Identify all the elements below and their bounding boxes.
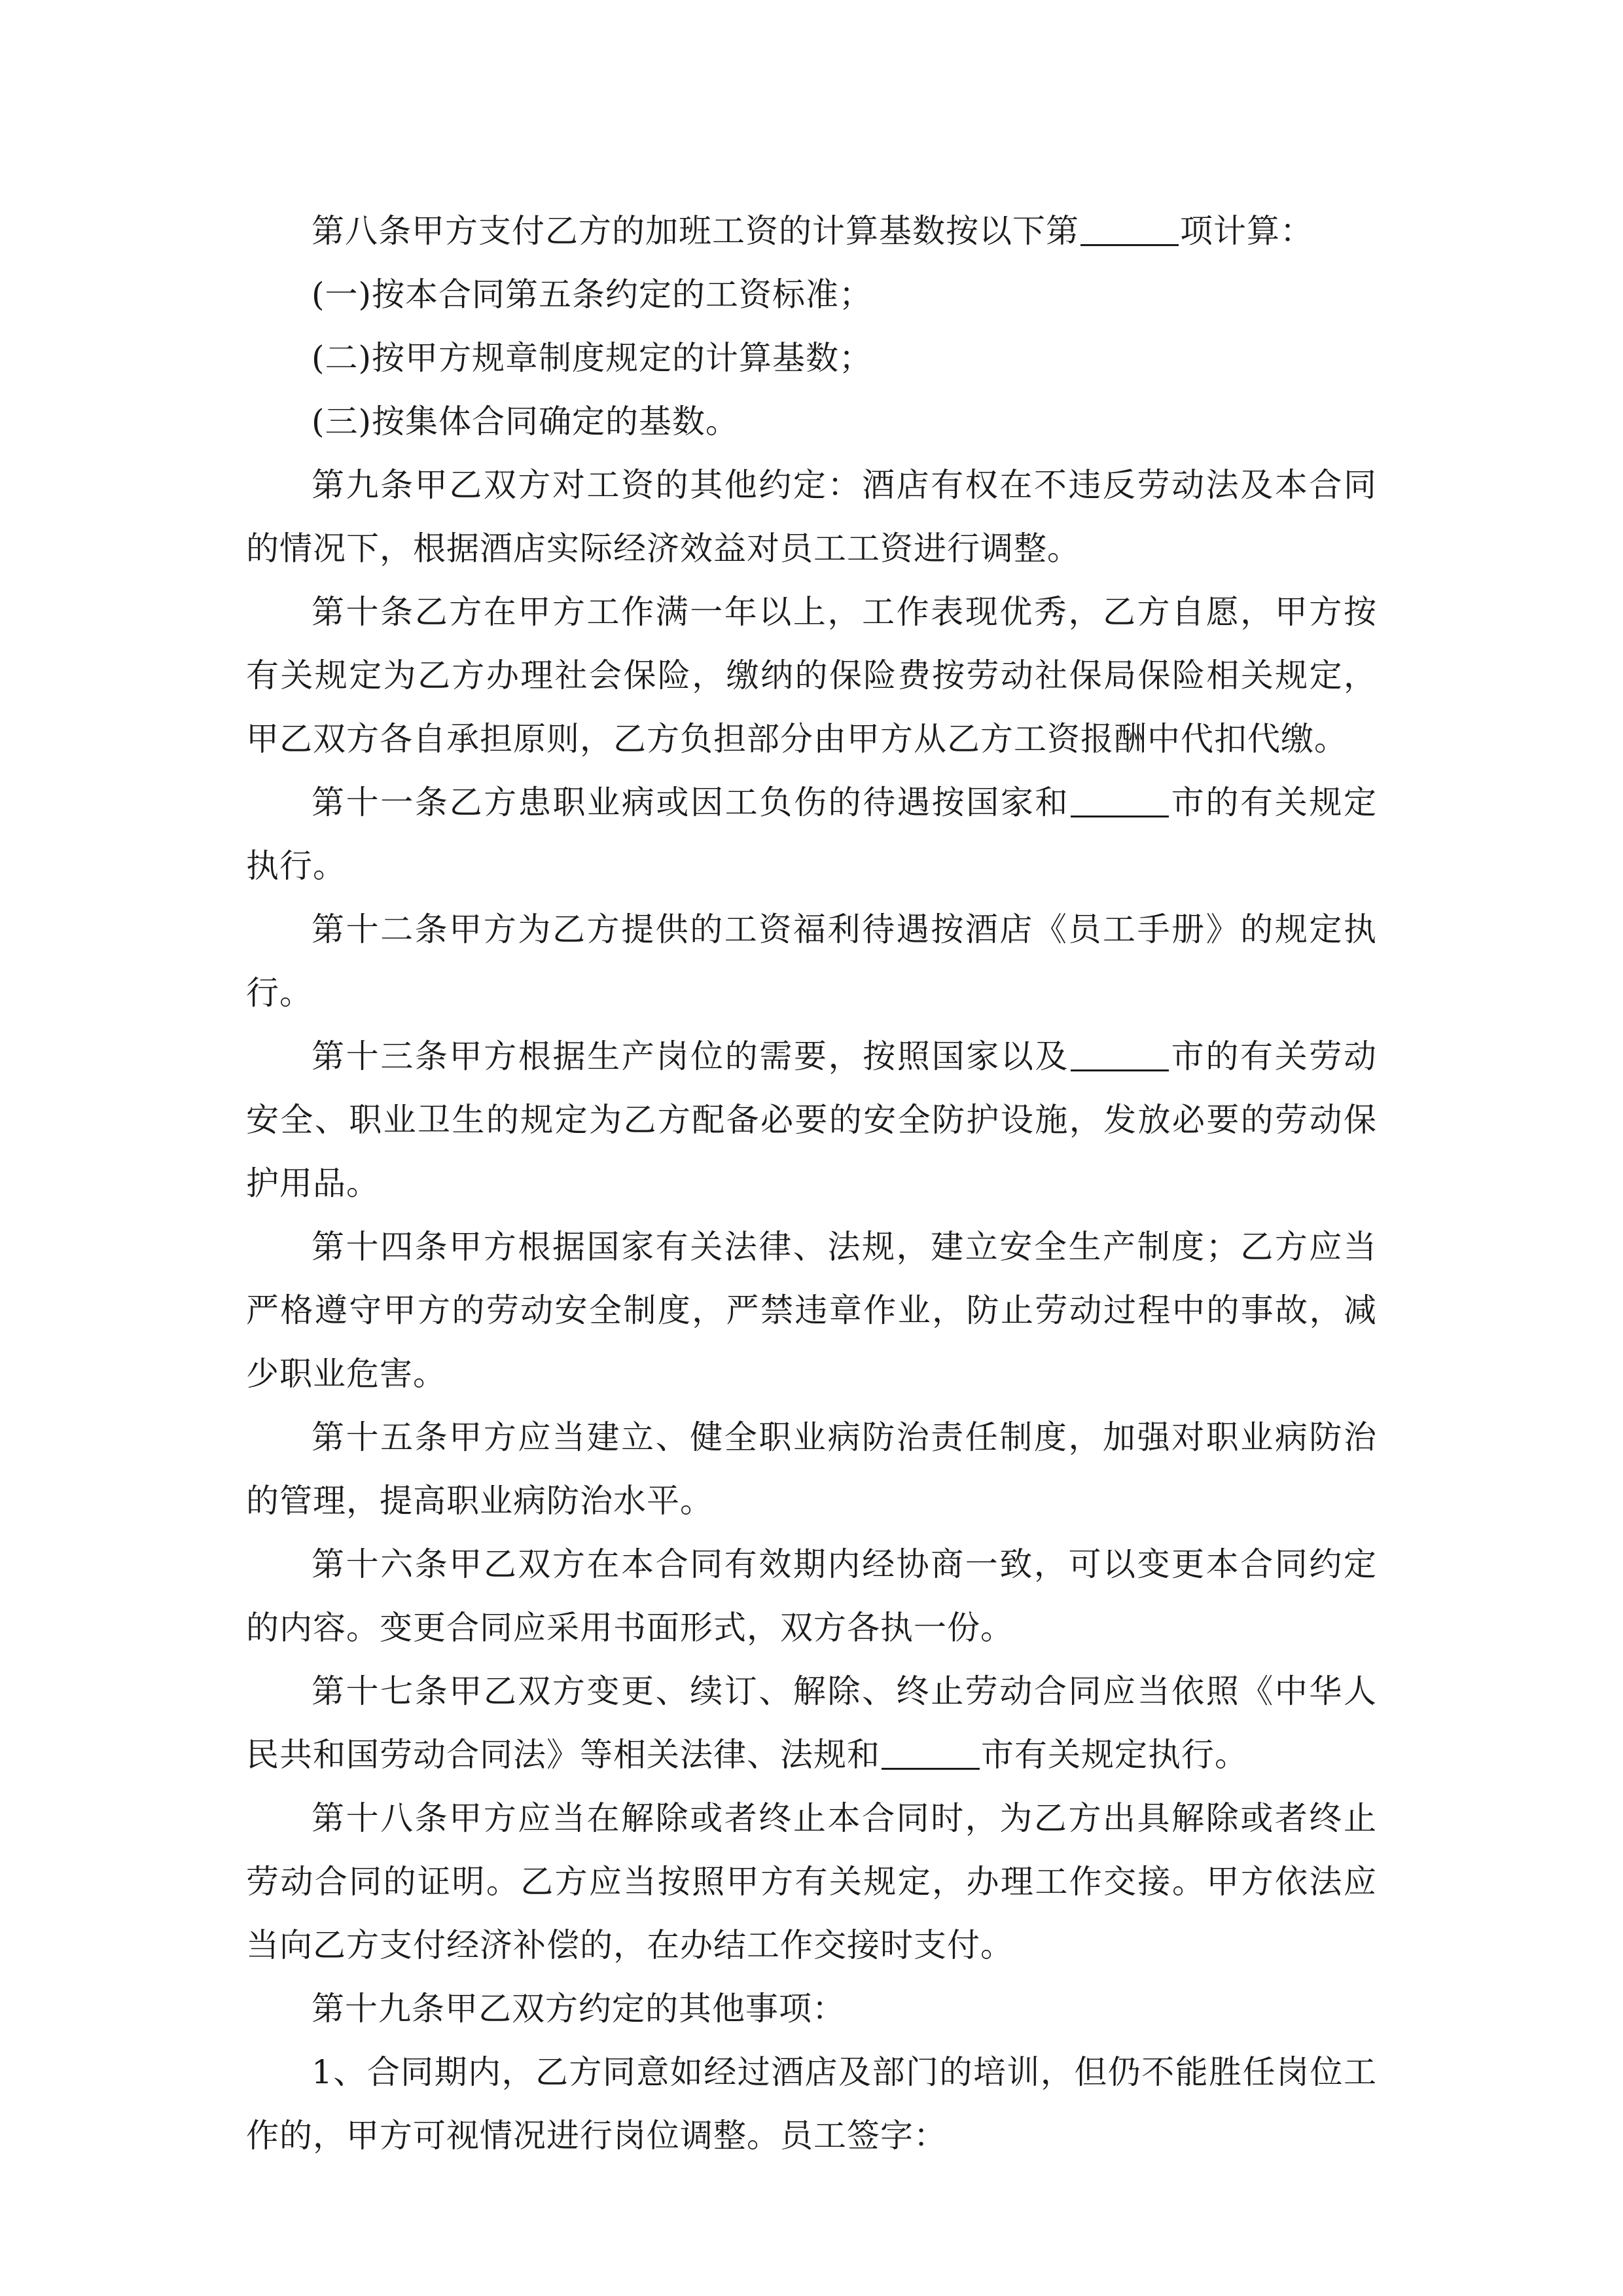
article-10: 第十条乙方在甲方工作满一年以上，工作表现优秀，乙方自愿，甲方按有关规定为乙方办理社会保险，缴纳的保险费按劳动社保局保险相关规定，甲乙双方各自承担原则，乙方负担部分由甲方从乙方工资报酬中代扣代缴。 <box>246 593 1377 758</box>
article-11 <box>246 771 1377 898</box>
article-15: 第十五条甲方应当建立、健全职业病防治责任制度，加强对职业病防治的管理，提高职业病防治水平。 <box>246 1418 1377 1520</box>
article-16: 第十六条甲乙双方在本合同有效期内经协商一致，可以变更本合同约定的内容。变更合同应采用书面形式，双方各执一份。 <box>246 1545 1377 1647</box>
fill-blank-city[interactable] <box>1071 783 1169 817</box>
article-8-text-end: 项计算： <box>1180 212 1313 250</box>
article-14: 第十四条甲方根据国家有关法律、法规，建立安全生产制度；乙方应当严格遵守甲方的劳动安全制度，严禁违章作业，防止劳动过程中的事故，减少职业危害。 <box>246 1228 1377 1393</box>
article-17-text: 第十七条甲乙双方变更、续订、解除、终止劳动合同应当依照《中华人民共和国劳动合同法》等相关法律、法规和 <box>246 1672 1377 1774</box>
article-13 <box>246 1025 1377 1215</box>
article-8-item-3: (三)按集体合同确定的基数。 <box>312 403 740 440</box>
article-18: 第十八条甲方应当在解除或者终止本合同时，为乙方出具解除或者终止劳动合同的证明。乙方应当按照甲方有关规定，办理工作交接。甲方依法应当向乙方支付经济补偿的，在办结工作交接时支付。 <box>246 1799 1377 1964</box>
contract-body <box>246 200 1377 2168</box>
article-13-text: 第十三条甲方根据生产岗位的需要，按照国家以及 <box>312 1037 1070 1075</box>
article-19-item-1: 1、合同期内，乙方同意如经过酒店及部门的培训，但仍不能胜任岗位工作的，甲方可视情况进行岗位调整。员工签字： <box>246 2053 1377 2155</box>
fill-blank-city[interactable] <box>882 1735 980 1770</box>
article-8-item-2: (二)按甲方规章制度规定的计算基数； <box>312 339 873 377</box>
article-11-text-end: 市的有关规定执行。 <box>246 783 1378 885</box>
fill-blank-item-number[interactable] <box>1080 211 1179 246</box>
article-8-text: 第八条甲方支付乙方的加班工资的计算基数按以下第 <box>312 212 1079 250</box>
article-11-text: 第十一条乙方患职业病或因工负伤的待遇按国家和 <box>312 783 1070 821</box>
fill-blank-city[interactable] <box>1071 1037 1169 1071</box>
article-12: 第十二条甲方为乙方提供的工资福利待遇按酒店《员工手册》的规定执行。 <box>246 910 1377 1012</box>
article-19: 第十九条甲乙双方约定的其他事项： <box>312 1990 846 2028</box>
article-13-text-end: 市的有关劳动安全、职业卫生的规定为乙方配备必要的安全防护设施，发放必要的劳动保护用品。 <box>246 1037 1378 1202</box>
article-8 <box>246 200 1377 263</box>
article-9: 第九条甲乙双方对工资的其他约定：酒店有权在不违反劳动法及本合同的情况下，根据酒店实际经济效益对员工工资进行调整。 <box>246 466 1377 567</box>
article-8-item-1: (一)按本合同第五条约定的工资标准； <box>312 276 873 314</box>
article-17 <box>246 1660 1377 1787</box>
article-17-text-end: 市有关规定执行。 <box>981 1736 1248 1774</box>
